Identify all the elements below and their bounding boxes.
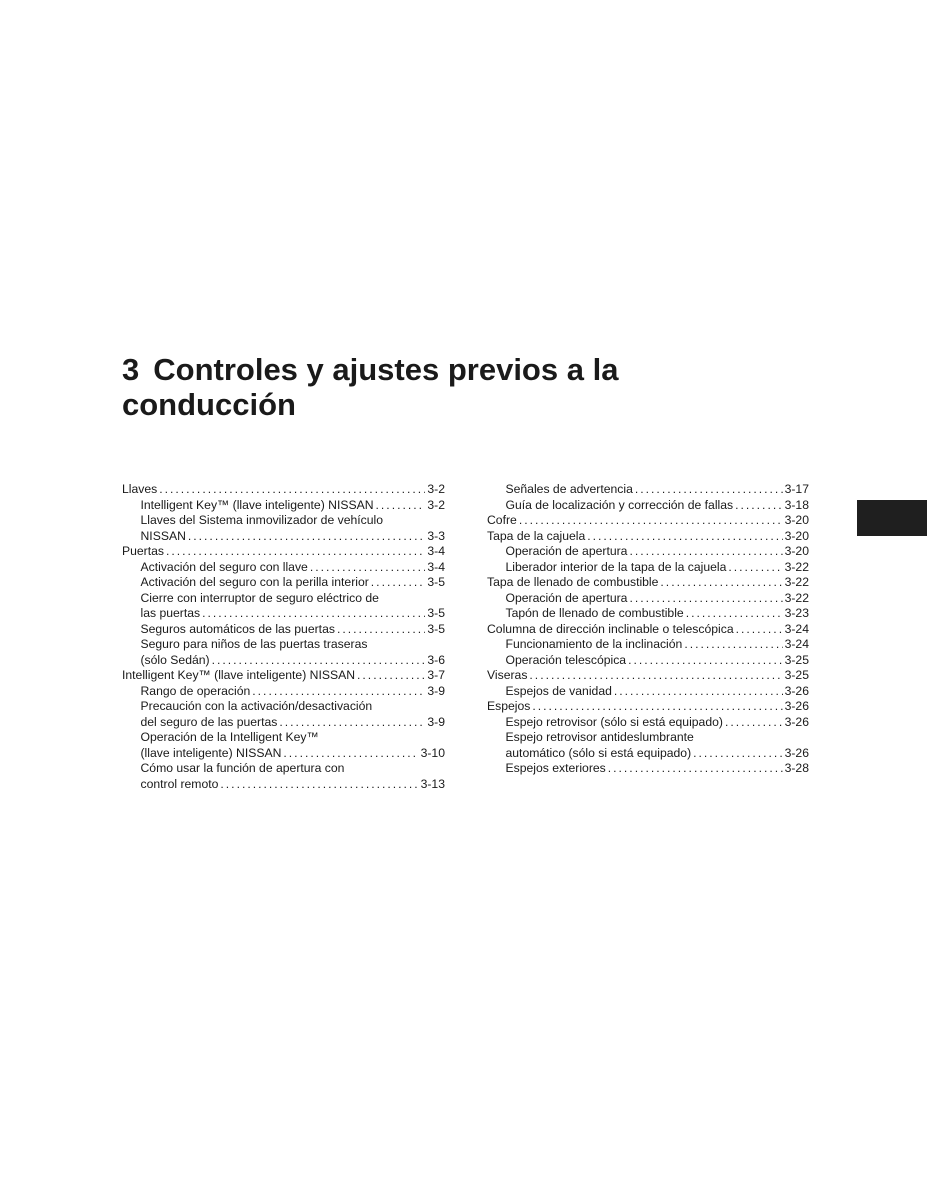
toc-entry-page: 3-5 — [427, 621, 445, 636]
chapter-title-line1: Controles y ajustes previos a la — [153, 352, 619, 387]
toc-entry[interactable] — [487, 637, 809, 653]
toc-leader-dots — [660, 575, 782, 591]
toc-entry[interactable] — [487, 699, 809, 715]
toc-leader-dots — [608, 761, 783, 777]
toc-entry[interactable] — [122, 529, 445, 545]
toc-entry-label: Precaución con la activación/desactivación — [140, 699, 373, 713]
toc-entry[interactable] — [487, 684, 809, 700]
toc-entry-label: Columna de dirección inclinable o telescópica — [487, 621, 734, 636]
toc-entry-label: Seguros automáticos de las puertas — [140, 621, 335, 636]
toc-entry-label: las puertas — [140, 606, 201, 620]
toc-entry-page: 3-26 — [784, 683, 809, 698]
toc-entry[interactable] — [122, 730, 445, 746]
toc-leader-dots — [337, 622, 425, 638]
toc-entry-page: 3-25 — [784, 668, 809, 682]
toc-leader-dots — [725, 715, 783, 731]
toc-entry-page: 3-17 — [784, 482, 809, 496]
toc-entry-page: 3-20 — [784, 513, 809, 527]
toc-leader-dots — [212, 653, 426, 669]
toc-entry[interactable] — [122, 544, 445, 560]
toc-entry-label: Funcionamiento de la inclinación — [505, 637, 683, 651]
toc-leader-dots — [728, 560, 782, 576]
toc-entry-page: 3-24 — [784, 621, 809, 636]
toc-entry[interactable] — [122, 513, 445, 529]
toc-entry[interactable] — [122, 777, 445, 793]
chapter-number: 3 — [122, 352, 140, 387]
toc-leader-dots — [628, 653, 783, 669]
toc-entry-page: 3-13 — [420, 776, 445, 791]
toc-leader-dots — [735, 498, 782, 514]
toc-entry[interactable] — [122, 684, 445, 700]
toc-entry-page: 3-28 — [784, 761, 809, 775]
toc-entry-label: Espejo retrovisor antideslumbrante — [505, 730, 694, 744]
toc-entry[interactable] — [122, 668, 445, 684]
toc-entry[interactable] — [487, 544, 809, 560]
toc-entry-label: Seguro para niños de las puertas traseras — [140, 637, 368, 651]
toc-right-column — [487, 482, 809, 777]
toc-leader-dots — [529, 668, 782, 684]
chapter-title — [122, 352, 762, 422]
toc-leader-dots — [629, 544, 782, 560]
toc-leader-dots — [220, 777, 418, 793]
toc-entry-page: 3-25 — [784, 652, 809, 667]
toc-entry-page: 3-26 — [784, 745, 809, 760]
toc-entry-page: 3-20 — [784, 544, 809, 558]
toc-entry-page: 3-5 — [427, 606, 445, 620]
toc-entry-page: 3-9 — [427, 714, 445, 729]
toc-entry-label: Cofre — [487, 513, 517, 527]
toc-leader-dots — [310, 560, 426, 576]
toc-entry-page: 3-4 — [427, 544, 445, 558]
toc-entry[interactable] — [487, 513, 809, 529]
toc-leader-dots — [159, 482, 425, 498]
toc-entry-label: Espejos de vanidad — [505, 683, 612, 698]
toc-leader-dots — [166, 544, 425, 560]
toc-leader-dots — [519, 513, 783, 529]
toc-entry-label: Operación telescópica — [505, 652, 627, 667]
toc-leader-dots — [357, 668, 425, 684]
chapter-title-line2: conducción — [122, 387, 296, 422]
toc-entry-label: (sólo Sedán) — [140, 652, 210, 667]
toc-entry[interactable] — [122, 653, 445, 669]
toc-entry-label: (llave inteligente) NISSAN — [140, 745, 282, 760]
toc-entry[interactable] — [487, 746, 809, 762]
toc-entry-label: Tapa de la cajuela — [487, 528, 586, 543]
toc-entry-label: Espejo retrovisor (sólo si está equipado) — [505, 714, 723, 729]
toc-entry[interactable] — [487, 715, 809, 731]
toc-entry[interactable] — [487, 591, 809, 607]
toc-entry-page: 3-9 — [427, 683, 445, 698]
toc-leader-dots — [279, 715, 425, 731]
toc-entry-label: Viseras — [487, 668, 528, 682]
toc-entry-label: NISSAN — [140, 528, 186, 543]
toc-entry-page: 3-10 — [420, 745, 445, 760]
toc-entry-page: 3-24 — [784, 637, 809, 651]
toc-leader-dots — [614, 684, 783, 700]
toc-leader-dots — [371, 575, 426, 591]
toc-entry[interactable] — [487, 529, 809, 545]
toc-entry-label: Llaves del Sistema inmovilizador de vehículo — [140, 513, 384, 527]
toc-entry[interactable] — [487, 560, 809, 576]
toc-entry-page: 3-18 — [784, 497, 809, 512]
toc-leader-dots — [684, 637, 782, 653]
toc-entry[interactable] — [122, 761, 445, 777]
toc-entry-label: Operación de apertura — [505, 544, 628, 558]
toc-leader-dots — [635, 482, 783, 498]
toc-entry-label: Activación del seguro con llave — [140, 559, 308, 574]
toc-entry-label: control remoto — [140, 776, 219, 791]
toc-entry-label: Señales de advertencia — [505, 482, 633, 496]
toc-leader-dots — [693, 746, 782, 762]
toc-entry[interactable] — [487, 730, 809, 746]
toc-entry[interactable] — [487, 761, 809, 777]
toc-entry[interactable] — [122, 575, 445, 591]
toc-leader-dots — [532, 699, 782, 715]
toc-entry[interactable] — [122, 699, 445, 715]
toc-entry-page: 3-6 — [427, 652, 445, 667]
toc-leader-dots — [686, 606, 783, 622]
toc-entry-page: 3-22 — [784, 575, 809, 589]
toc-entry[interactable] — [122, 746, 445, 762]
toc-entry-label: Intelligent Key™ (llave inteligente) NISSAN — [140, 497, 374, 512]
toc-entry-label: Guía de localización y corrección de fallas — [505, 497, 734, 512]
toc-entry-label: Operación de apertura — [505, 590, 628, 605]
toc-entry-label: Activación del seguro con la perilla interior — [140, 575, 369, 589]
toc-entry-label: del seguro de las puertas — [140, 714, 278, 729]
toc-entry-label: Espejos exteriores — [505, 761, 606, 775]
toc-leader-dots — [202, 606, 425, 622]
toc-entry[interactable] — [487, 622, 809, 638]
toc-entry-page: 3-2 — [427, 482, 445, 496]
toc-entry[interactable] — [122, 637, 445, 653]
toc-entry-page: 3-4 — [427, 559, 445, 574]
toc-entry[interactable] — [122, 606, 445, 622]
toc-entry-label: Llaves — [122, 482, 158, 496]
toc-entry-page: 3-22 — [784, 559, 809, 574]
toc-left-column — [122, 482, 445, 792]
toc-entry-page: 3-23 — [784, 606, 809, 620]
toc-entry[interactable] — [122, 498, 445, 514]
toc-entry[interactable] — [487, 575, 809, 591]
toc-entry-page: 3-3 — [427, 528, 445, 543]
toc-entry-label: Cierre con interruptor de seguro eléctrico de — [140, 590, 379, 605]
toc-entry[interactable] — [487, 653, 809, 669]
toc-entry-label: Rango de operación — [140, 683, 251, 698]
toc-entry-label: Intelligent Key™ (llave inteligente) NISSAN — [122, 668, 356, 682]
toc-entry-label: Cómo usar la función de apertura con — [140, 761, 345, 775]
toc-entry-page: 3-2 — [427, 497, 445, 512]
chapter-thumb-tab — [857, 500, 927, 536]
toc-leader-dots — [188, 529, 425, 545]
toc-entry[interactable] — [122, 591, 445, 607]
toc-entry[interactable] — [487, 606, 809, 622]
toc-entry-label: Espejos — [487, 699, 531, 713]
toc-leader-dots — [283, 746, 418, 762]
toc-entry-page: 3-5 — [427, 575, 445, 589]
toc-entry-label: Puertas — [122, 544, 165, 558]
toc-entry[interactable] — [122, 622, 445, 638]
toc-entry-page: 3-7 — [427, 668, 445, 682]
toc-leader-dots — [587, 529, 782, 545]
toc-entry-label: Tapón de llenado de combustible — [505, 606, 684, 620]
toc-entry-page: 3-22 — [784, 590, 809, 605]
toc-entry[interactable] — [487, 668, 809, 684]
toc-leader-dots — [736, 622, 783, 638]
toc-entry-label: Tapa de llenado de combustible — [487, 575, 659, 589]
toc-leader-dots — [629, 591, 782, 607]
toc-leader-dots — [376, 498, 426, 514]
toc-entry-label: Liberador interior de la tapa de la cajuela — [505, 559, 727, 574]
toc-entry-label: Operación de la Intelligent Key™ — [140, 730, 319, 744]
toc-entry-page: 3-20 — [784, 528, 809, 543]
toc-entry[interactable] — [487, 482, 809, 498]
toc-entry-page: 3-26 — [784, 699, 809, 713]
toc-entry[interactable] — [487, 498, 809, 514]
toc-entry-page: 3-26 — [784, 714, 809, 729]
toc-entry[interactable] — [122, 560, 445, 576]
toc-entry[interactable] — [122, 482, 445, 498]
toc-entry-label: automático (sólo si está equipado) — [505, 745, 692, 760]
toc-leader-dots — [252, 684, 425, 700]
toc-entry[interactable] — [122, 715, 445, 731]
